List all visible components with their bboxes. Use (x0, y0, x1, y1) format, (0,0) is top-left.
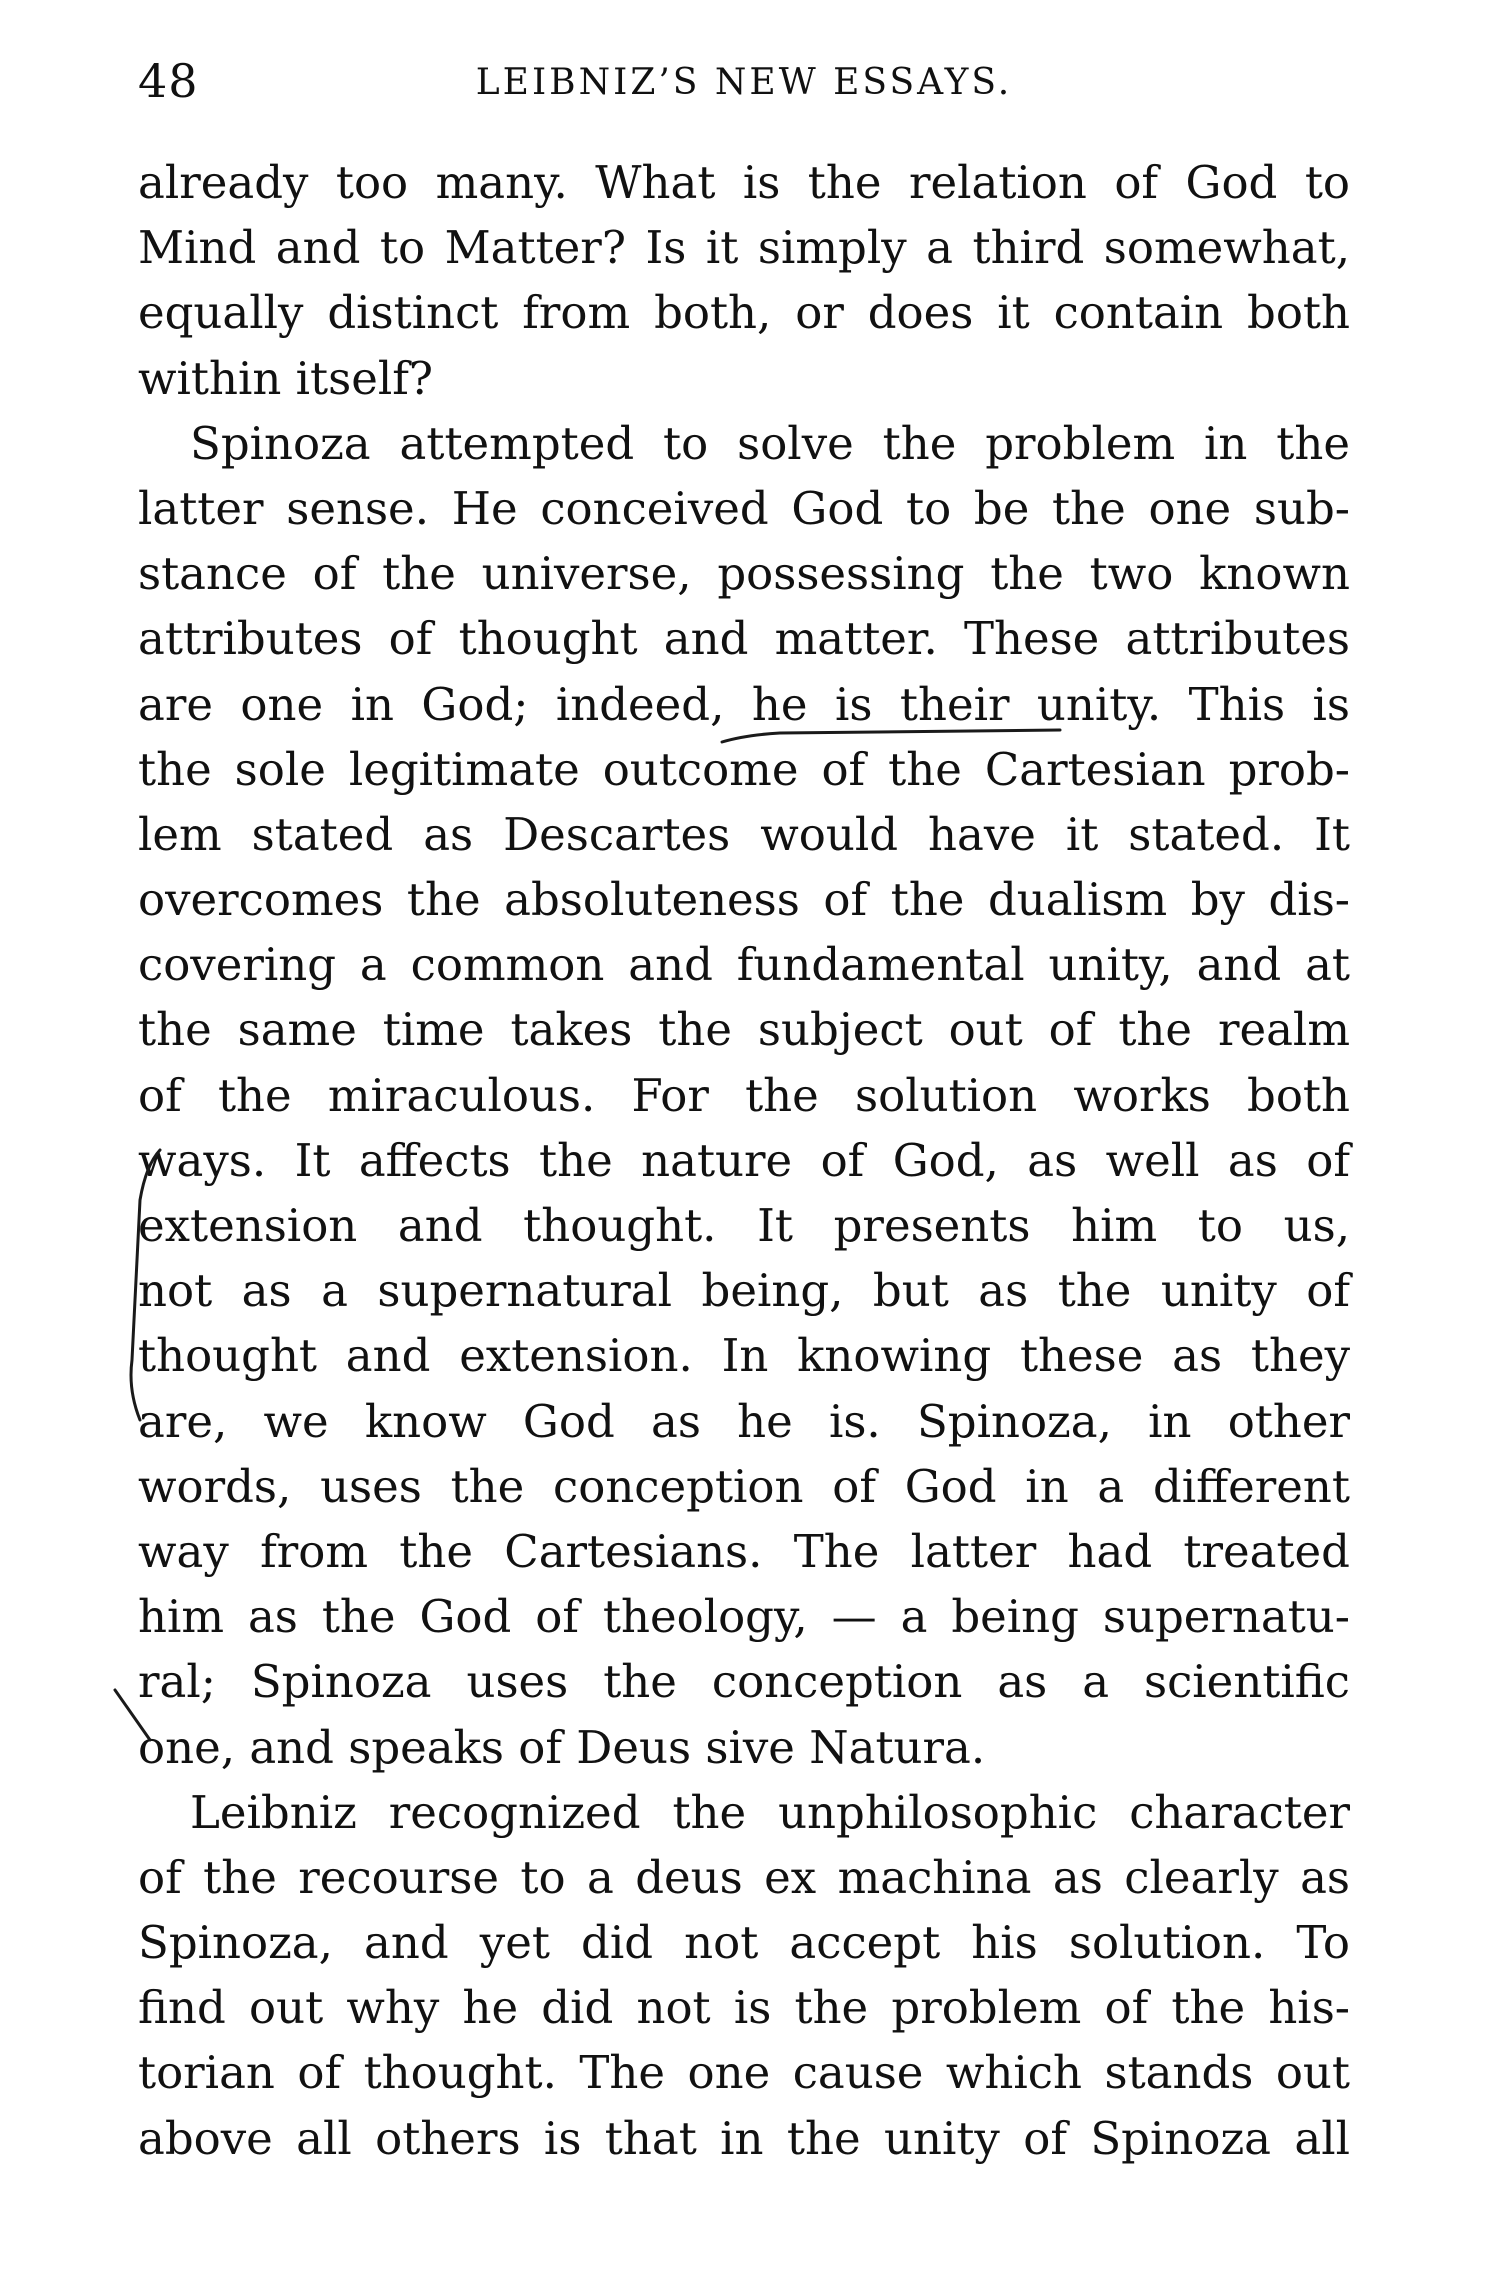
text-line: Spinoza, and yet did not accept his solution. To (138, 1916, 1350, 1970)
text-line: the same time takes the subject out of the realm (138, 1003, 1350, 1057)
text-line: him as the God of theology, — a being supernatu- (138, 1590, 1350, 1644)
text-line: not as a supernatural being, but as the unity of (138, 1264, 1350, 1318)
text-line: overcomes the absoluteness of the dualism by dis- (138, 873, 1350, 927)
text-line: words, uses the conception of God in a different (138, 1459, 1350, 1513)
paragraph-2 (138, 411, 1350, 1780)
paragraph-1 (138, 150, 1350, 411)
text-line: way from the Cartesians. The latter had treated (138, 1524, 1350, 1578)
text-line: Spinoza attempted to solve the problem in the (190, 416, 1350, 470)
text-line: of the miraculous. For the solution works both (138, 1068, 1350, 1122)
text-line: torian of thought. The one cause which stands out (138, 2046, 1350, 2100)
text-line: Mind and to Matter? Is it simply a third somewhat, (138, 221, 1350, 275)
text-line: within itself? (138, 351, 434, 405)
text-line: find out why he did not is the problem of the his- (138, 1981, 1350, 2035)
text-line: are, we know God as he is. Spinoza, in other (138, 1394, 1350, 1448)
text-line: of the recourse to a deus ex machina as clearly as (138, 1850, 1350, 1904)
text-line: lem stated as Descartes would have it stated. It (138, 807, 1350, 861)
text-line: the sole legitimate outcome of the Cartesian prob- (138, 742, 1350, 796)
text-line: stance of the universe, possessing the two known (138, 547, 1350, 601)
text-line: covering a common and fundamental unity, and at (138, 938, 1350, 992)
running-title: LEIBNIZ’S NEW ESSAYS. (475, 62, 1013, 103)
text-line: attributes of thought and matter. These attributes (138, 612, 1350, 666)
body-text (138, 150, 1350, 2171)
text-line: already too many. What is the relation of God to (138, 156, 1350, 209)
text-line: latter sense. He conceived God to be the one sub- (138, 481, 1350, 535)
text-line: above all others is that in the unity of Spinoza all (138, 2111, 1350, 2165)
paragraph-3 (138, 1780, 1350, 2171)
text-line: Leibniz recognized the unphilosophic character (190, 1785, 1350, 1839)
text-line: ral; Spinoza uses the conception as a scientific (138, 1655, 1350, 1709)
text-line: are one in God; indeed, he is their unity. This is (138, 677, 1350, 731)
text-line: extension and thought. It presents him to us, (138, 1199, 1350, 1252)
text-line: equally distinct from both, or does it contain both (138, 286, 1350, 340)
page-number: 48 (138, 54, 199, 108)
page-header (138, 54, 1350, 124)
text-line: ways. It affects the nature of God, as well as of (138, 1133, 1350, 1187)
text-line: thought and extension. In knowing these as they (138, 1329, 1350, 1383)
text-line: one, and speaks of Deus sive Natura. (138, 1720, 986, 1774)
